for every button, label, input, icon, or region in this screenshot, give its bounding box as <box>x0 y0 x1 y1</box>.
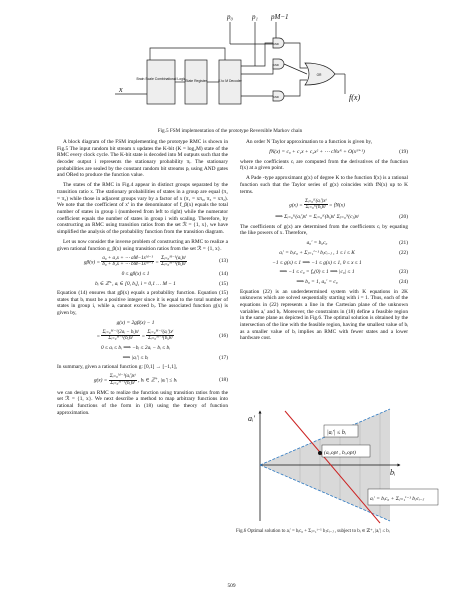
equation-22b <box>240 260 408 267</box>
eq-lhs: g(x) = <box>93 377 108 384</box>
right-column <box>240 139 408 345</box>
equation-number: (16) <box>219 332 228 339</box>
equation-number: (13) <box>219 258 228 265</box>
eq-body: 0 ≤ aᵢ ≤ bᵢ ⟹ −bᵢ ≤ 2aᵢ − bᵢ ≤ bᵢ <box>100 345 171 352</box>
figure-5-caption: Fig.5 FSM implementation of the prototype Reversible Markov chain <box>157 128 303 134</box>
region-label: |aᵢ′| ≤ bᵢ <box>327 430 346 436</box>
and-label-3: AND <box>273 95 279 99</box>
eq-body: ⟹ |aᵢ′| ≤ bᵢ <box>122 354 149 361</box>
equation-20 <box>240 214 408 221</box>
equation-number: (15) <box>219 280 228 287</box>
paragraph: we can design an RMC to realize the function using transition ratios from the set ℛ = {1, x}. We next describe a method to map arbitrary functions into rational functions of the form in (18) using the theory of function approximation. <box>57 389 228 416</box>
ai-axis-label: aᵢ′ <box>248 414 256 423</box>
eq-numerator: Σᵢ₌₀ᴹ⁻¹(aᵢ)xⁱ <box>161 255 187 261</box>
eq-rhs: , bᵢ ∈ ℤ⁺, |aᵢ′| ≤ bᵢ <box>138 377 178 384</box>
equation-23 <box>240 269 408 276</box>
eq-fraction <box>101 330 140 342</box>
paragraph: Equation (22) is an underdetermined system with K equations in 2K unknowns which are solved sequentially starting with i = 1. Thus, each of the equations in (22) represents a line in the Cartesian plane of the unknown variables aᵢ′ and bᵢ. Moreover, the constraints in (18) define a feasible region in the same plane as depicted in Fig.6. The optimal solution is obtained by the intersection of the line with the feasible region, having the smallest value of bᵢ as a smaller value of bᵢ implies an RMC with fewer states and a lower hardware cost. <box>240 288 408 342</box>
equation-15 <box>57 281 228 288</box>
equation-18 <box>57 374 228 386</box>
equation-number: (20) <box>399 213 408 220</box>
equation-14 <box>57 271 228 278</box>
paragraph: The states of the RMC in Fig.4 appear in distinct groups separated by the transition ratio x. The stationary probabilities of states in a group are equal (π₁ = π₂) while those in adjacent groups vary by a factor of x (π₁ = xπ₀, π₃ = xπ₂). We note that the coefficient of xⁱ in the denominator of f_β(x) equals the total number of states in group i (numbered from left to right) while the numerator coefficient equals the number of states in group i with scaling. Therefore, by constructing an RMC using transition ratios from the set ℛ = {1, x}, we have simplified the analysis of the probability function from the transition diagram. <box>57 182 228 235</box>
eq-numerator: Σᵢ₌₀ᴹ⁻¹(2aᵢ − bᵢ)xⁱ <box>102 329 140 335</box>
block-label-decoder: K to M Decoder <box>218 79 242 83</box>
paragraph: The coefficients of g(x) are determined from the coefficients cᵢ by equating the like powers of x. Therefore, <box>240 223 408 237</box>
optimal-label: (aᵢ,opt , bᵢ,opt) <box>324 450 356 456</box>
eq-body: −1 ≤ g(x) ≤ 1 ⟹ −1 ≤ g(x) ≤ 1, 0 ≤ x ≤ 1 <box>272 259 362 266</box>
eq-body: ⟹ −1 ≤ c₀ = f₀(0) ≤ 1 ⟹ |c₀| ≤ 1 <box>279 269 355 276</box>
eq-denominator: b₀ + b₁x + ⋯ bM−1xᴹ⁻¹ <box>102 262 153 268</box>
eq-body: aᵢ′ = bᵢc₀ + Σⱼ₌₁ⁱ⁻¹ bⱼcᵢ₋ⱼ , 1 ≤ i ≤ K <box>279 249 355 256</box>
paragraph: A Pade -type approximant g(x) of degree K to the function f(x) is a rational function such that the Taylor series of g(x) coincides with fN(x) up to K terms. <box>240 175 408 195</box>
equation-number: (18) <box>219 377 228 384</box>
eq-lhs: g(x) = <box>289 202 303 209</box>
eq-body: bᵢ ∈ ℤ⁺, aᵢ ∈ [0, bᵢ], i = 0,1 … M − 1 <box>95 280 176 287</box>
equation-number: (21) <box>399 240 408 247</box>
equation-13 <box>57 256 228 268</box>
or-label: OR <box>316 73 322 77</box>
eq-numerator: Σᵢ₌₀ᴷ(aᵢ′)xⁱ <box>305 198 327 204</box>
eq-equals: = <box>155 259 159 265</box>
equation-17a <box>57 345 228 352</box>
paragraph: An order N Taylor approximation to a function is given by, <box>246 139 373 145</box>
pm1-label: pM−1 <box>271 13 289 21</box>
figure-6-feasible-region <box>240 407 455 525</box>
eq-fraction <box>146 330 174 342</box>
equation-number: (19) <box>399 149 408 156</box>
paragraph: A block diagram of the FSM implementing the prototype RMC is shown in Fig.5 The input random bit stream x updates the K-bit (K = log₂M) state of the RMC every clock cycle. The K-bit state is decoded into M outputs such that the decoder output i represents the stationary probability πᵢ. The stationary probabilities are sealed by the constant random bit streams pᵢ using AND gates and ORed to produce the function value. <box>57 139 228 179</box>
equation-20a <box>240 199 408 211</box>
equation-21 <box>240 240 408 247</box>
eq-body: g(x) = 2gβ(x) − 1 <box>116 320 155 327</box>
and-label-1: AND <box>273 42 279 46</box>
eq-body: a₀′ = b₀c₀ <box>306 240 328 247</box>
figure-6-caption: Fig.6 Optimal solution to aᵢ′ = bᵢc₀ + Σⱼ₌₁ⁱ⁻¹ bⱼcᵢ₋ⱼ , subject to bᵢ ∈ ℤ⁺, |aᵢ′| ≤ bᵢ <box>236 529 390 534</box>
figure-5-fsm-diagram <box>95 8 365 126</box>
eq-rhs: = fN(x) <box>328 202 345 209</box>
equation-22 <box>240 250 408 257</box>
paragraph: Equation (14) ensures that gβ(x) equals a probability function. Equation (15) states that bᵢ must be a positive integer since it is equal to the total number of states in group i, while aᵢ cannot exceed bᵢ. The associated function g(x) is given by, <box>57 290 228 317</box>
equation-16: = $\frac{\text{Σᵢ₌₀ᴹ⁻¹(2aᵢ − bᵢ)xⁱ}}{\text{Σᵢ₌₀ᴹ⁻¹(bᵢ)xⁱ}}$ = $\frac{\text{Σᵢ₌₀ᴹ⁻¹(aᵢ′)xⁱ}}{\text{Σᵢ₌₀ᴹ⁻¹(bᵢ)xⁱ}}$ (16) <box>96 329 228 342</box>
fx-output-label: f(x) <box>349 93 361 102</box>
equation-number: (14) <box>219 270 228 277</box>
eq-fraction <box>160 256 187 268</box>
line-label: aᵢ′ = bᵢc₀ + Σⱼ₌₁ⁱ⁻¹ bⱼcᵢ₋ⱼ <box>370 496 425 502</box>
page-number: 509 <box>227 583 236 589</box>
eq-body: fN(x) = c₀ + c₁x + c₂x² + ⋯ cNxᴺ + O(xᴺ⁺¹) <box>269 149 365 156</box>
equation-number: (23) <box>399 269 408 276</box>
paragraph: In summary, given a rational function g: [0,1] → [−1,1], <box>57 364 178 371</box>
equation-19 <box>240 149 408 156</box>
eq-numerator: Σᵢ₌₀ᴹ⁻¹(aᵢ′)xⁱ <box>109 374 136 380</box>
eq-body: 0 ≤ gβ(x) ≤ 1 <box>121 270 150 277</box>
equation-number: (22) <box>399 249 408 256</box>
eq-numerator: Σᵢ₌₀ᴹ⁻¹(aᵢ′)xⁱ <box>147 329 174 335</box>
paragraph: Let us now consider the inverse problem of constructing an RMC to realize a given rational function g_β(x) using transition ratios from the set ℛ = {1, x}. <box>57 238 228 252</box>
eq-denominator: Σᵢ₌₀ᴷ(bᵢ)xⁱ <box>305 205 327 211</box>
eq-denominator: Σᵢ₌₀ᴹ⁻¹(bᵢ)xⁱ <box>161 262 187 268</box>
paragraph: where the coefficients cᵢ are computed from the derivatives of the function f(x) at a given point. <box>240 158 408 172</box>
equation-16a <box>57 320 228 327</box>
eq-body: ⟹ b₀ = 1, a₀′ = c₀ <box>296 278 338 285</box>
equation-17 <box>57 355 228 362</box>
block-label-state: State Register <box>185 79 207 83</box>
equation-number: (24) <box>399 278 408 285</box>
eq-lhs: gβ(x) = <box>83 259 101 265</box>
eq-fraction <box>109 374 137 386</box>
equation-number: (17) <box>219 354 228 361</box>
block-label-comb: Brain Scale Combinational Logic <box>136 77 186 81</box>
eq-denominator: Σᵢ₌₀ᴹ⁻¹(bᵢ)xⁱ <box>147 336 173 342</box>
eq-numerator: a₀ + a₁x + ⋯ aM−1xᴹ⁻¹ <box>102 255 153 261</box>
eq-fraction <box>304 199 328 211</box>
equation-24 <box>240 279 408 286</box>
optimal-point <box>318 451 322 455</box>
p0-label: p₀ <box>227 13 233 21</box>
p1-label: p₁ <box>252 13 258 21</box>
eq-denominator: Σᵢ₌₀ᴹ⁻¹(bᵢ)xⁱ <box>108 336 134 342</box>
eq-body: ⟹ Σᵢ₌₀ᴷ(aᵢ′)xⁱ = Σᵢ₌₀ᴷ(bᵢ)xⁱ Σⱼ₌₀ᴺ(cⱼ)xʲ <box>275 213 359 220</box>
eq-denominator: Σᵢ₌₀ᴹ⁻¹(bᵢ)xⁱ <box>110 380 136 386</box>
and-label-2: AND <box>273 63 279 67</box>
x-input-label: x <box>119 85 123 94</box>
eq-fraction <box>101 256 153 268</box>
left-column <box>57 139 228 420</box>
bi-axis-label: bᵢ <box>390 468 396 477</box>
